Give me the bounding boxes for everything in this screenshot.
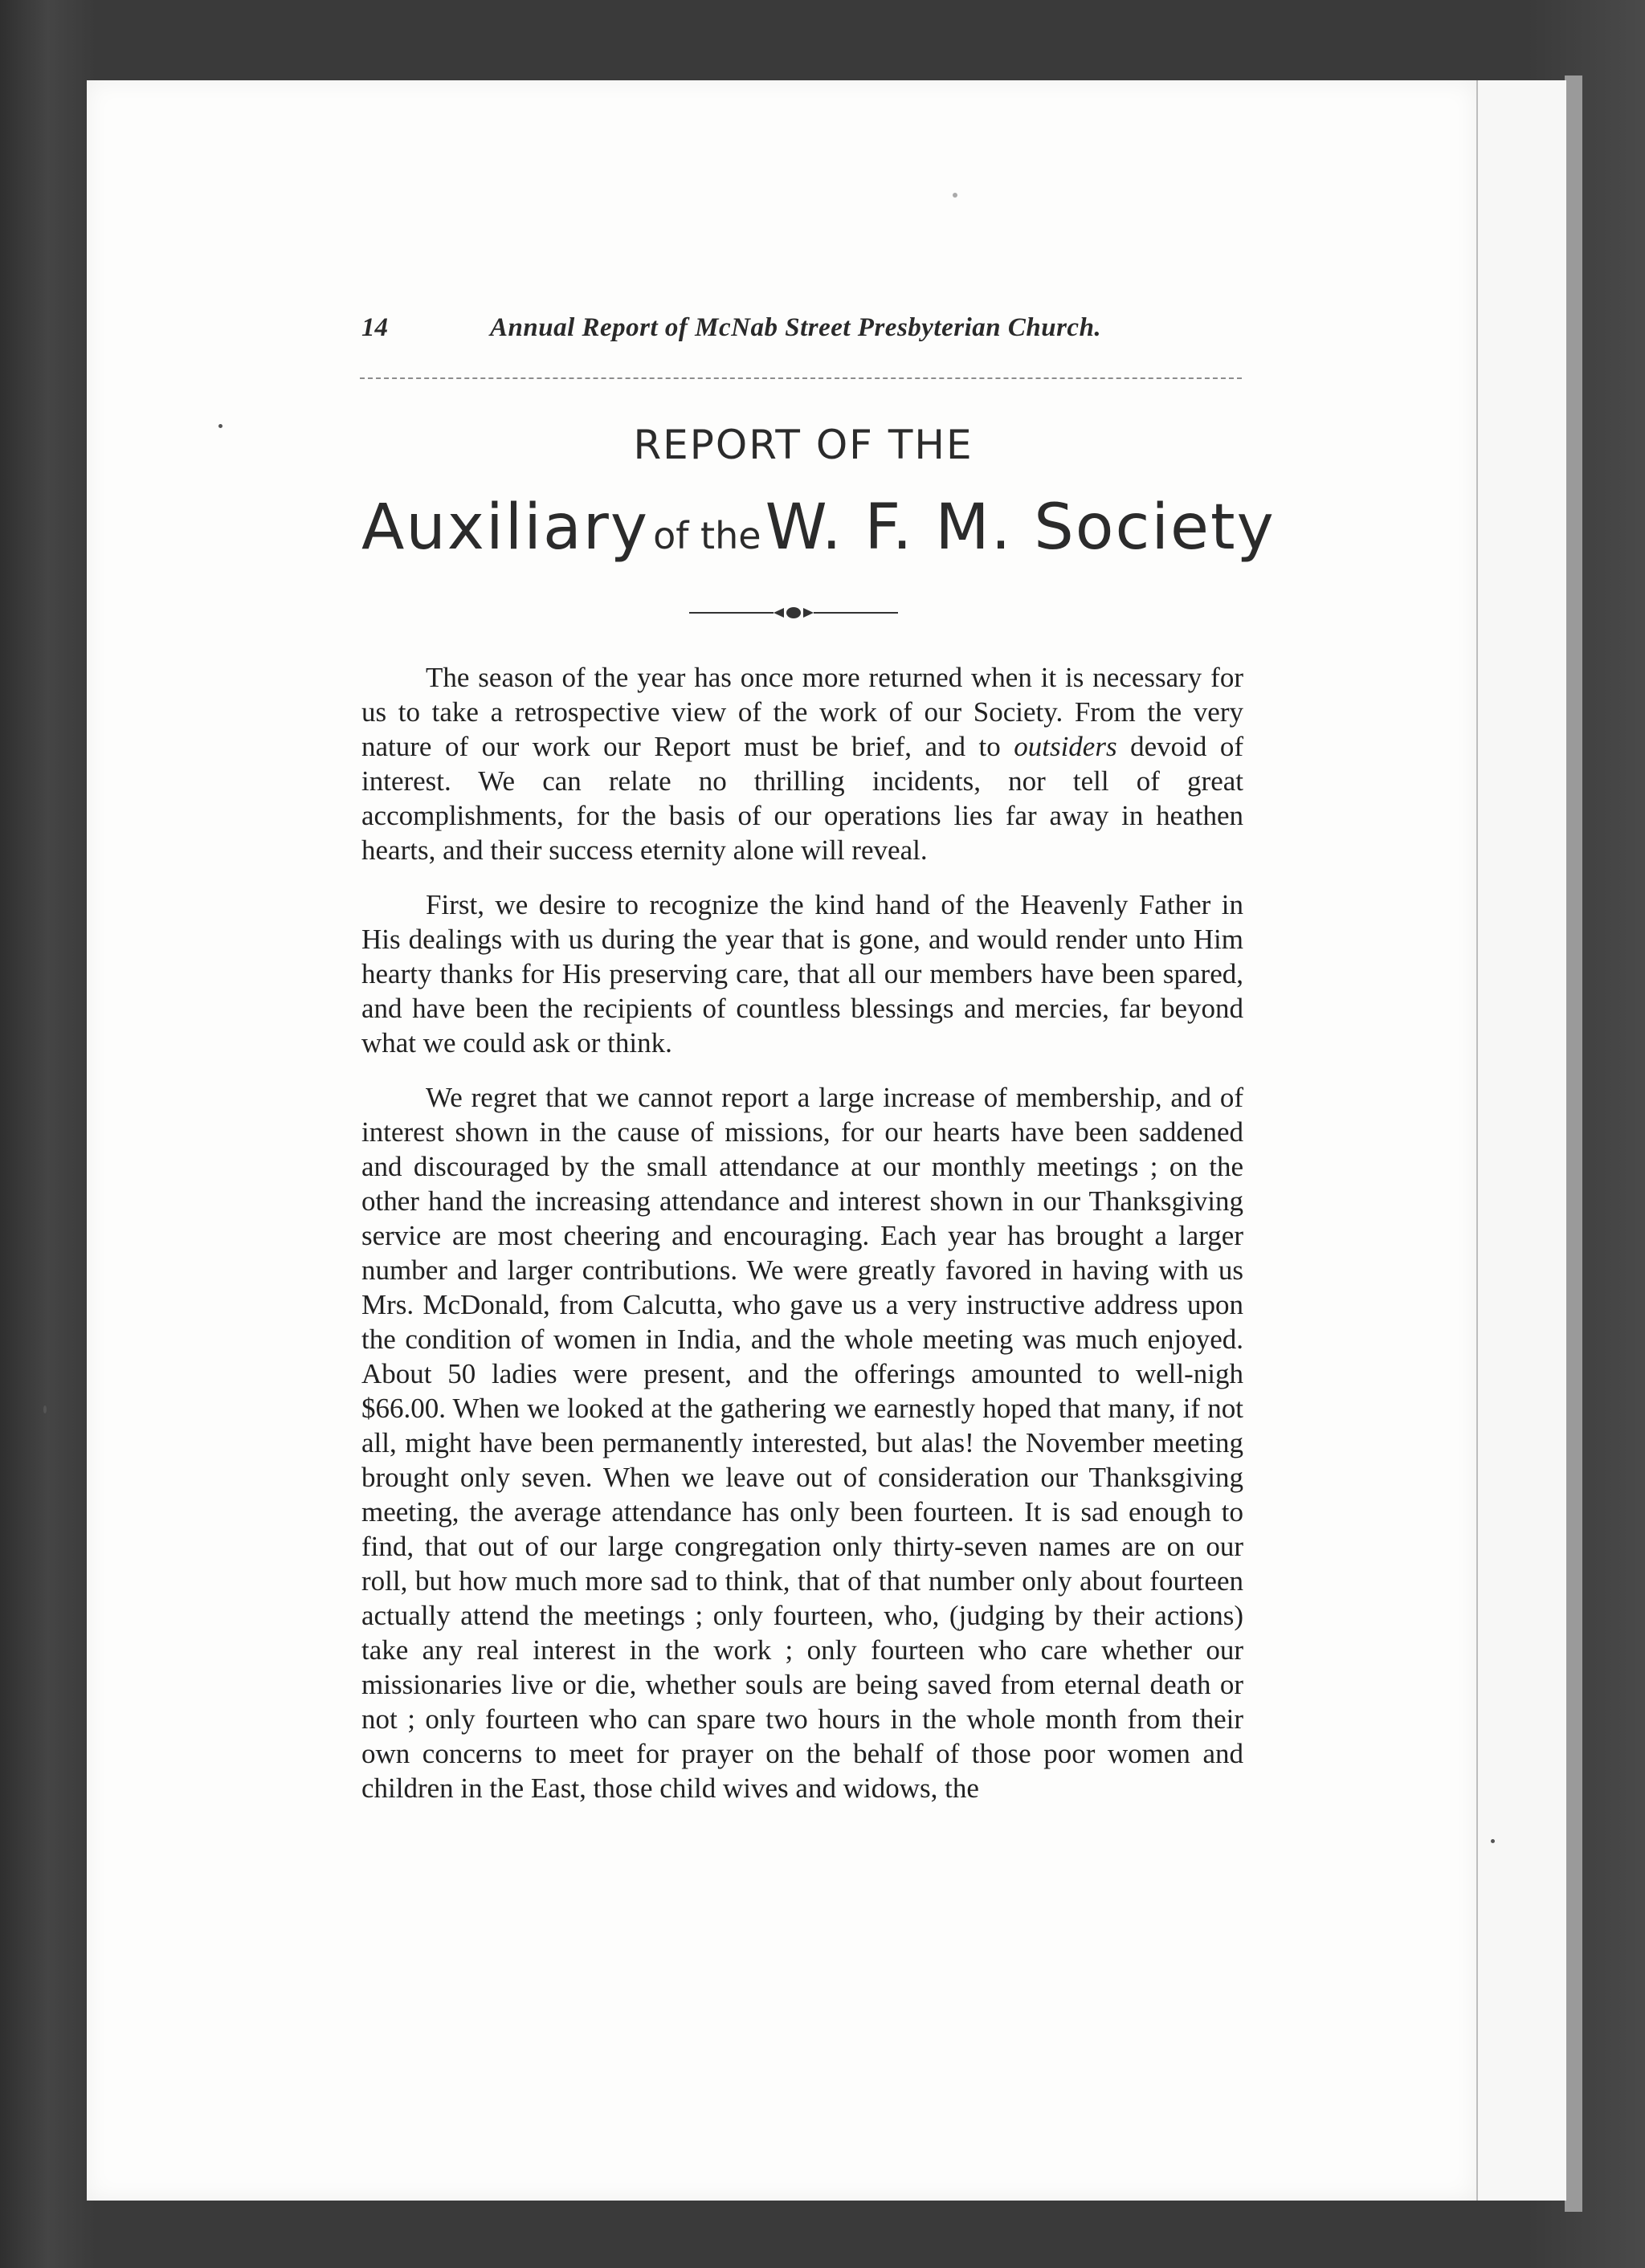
ornament-divider-icon	[689, 601, 898, 625]
ink-speck	[43, 1405, 47, 1413]
society-title	[361, 492, 1276, 564]
report-body	[361, 660, 1243, 1825]
paragraph-text: devoid of interest. We can relate no thrilling incidents, nor tell of great accomplishments, for the basis of our operations lies far away in heathen hearts, and their success eternity alone will reveal.	[361, 731, 1243, 866]
page-number: 14	[361, 313, 388, 342]
ink-speck	[218, 424, 222, 428]
paragraph	[361, 660, 1243, 867]
society-title-auxiliary: Auxiliary	[361, 492, 649, 564]
society-title-of-the: of the	[653, 514, 761, 557]
report-heading: REPORT OF THE	[633, 422, 974, 468]
running-head	[361, 313, 1237, 353]
paragraph-text: The season of the year has once more returned when it is necessary for us to take a retrospective view of the work of our Society. From the very nature of our work our Report must be brief, and to	[361, 662, 1243, 762]
ink-speck	[1491, 1839, 1495, 1843]
paragraph: First, we desire to recognize the kind hand of the Heavenly Father in His dealings with us during the year that is gone, and would render unto Him hearty thanks for His preserving care, that all our members have been spared, and have been the recipients of countless blessings and mercies, far beyond what we could ask or think.	[361, 889, 1243, 1059]
header-rule	[360, 377, 1242, 379]
facing-page-margin	[1476, 80, 1566, 2201]
running-head-title: Annual Report of McNab Street Presbyterian Church.	[490, 313, 1102, 342]
page-edge-shadow	[1565, 75, 1582, 2212]
emphasis-outsiders: outsiders	[1014, 731, 1117, 762]
ink-speck	[953, 193, 957, 198]
paragraph: We regret that we cannot report a large increase of membership, and of interest shown in the cause of missions, for our hearts have been saddened and discouraged by the small attendance at our monthly meetings ; on the other hand the increasing attendance and interest shown in our Thanksgiving service are most cheering and encouraging. Each year has brought a larger number and larger contributions. We were greatly favored in having with us Mrs. McDonald, from Calcutta, who gave us a very instructive address upon the condition of women in India, and the whole meeting was much enjoyed. About 50 ladies were present, and the offerings amounted to well-nigh $66.00. When we looked at the gathering we earnestly hoped that many, if not all, might have been permanently interested, but alas! the November meeting brought only seven. When we leave out of consideration our Thanksgiving meeting, the average attendance has only been fourteen. It is sad enough to find, that out of our large congregation only thirty-seven names are on our roll, but how much more sad to think, that of that number only about fourteen actually attend the meetings ; only fourteen, who, (judging by their actions) take any real interest in the work ; only fourteen who care whether our missionaries live or die, whether souls are being saved from eternal death or not ; only fourteen who can spare two hours in the whole month from their own concerns to meet for prayer on the behalf of those poor women and children in the East, those child wives and widows, the	[361, 1082, 1243, 1804]
society-title-name: W. F. M. Society	[765, 492, 1276, 564]
